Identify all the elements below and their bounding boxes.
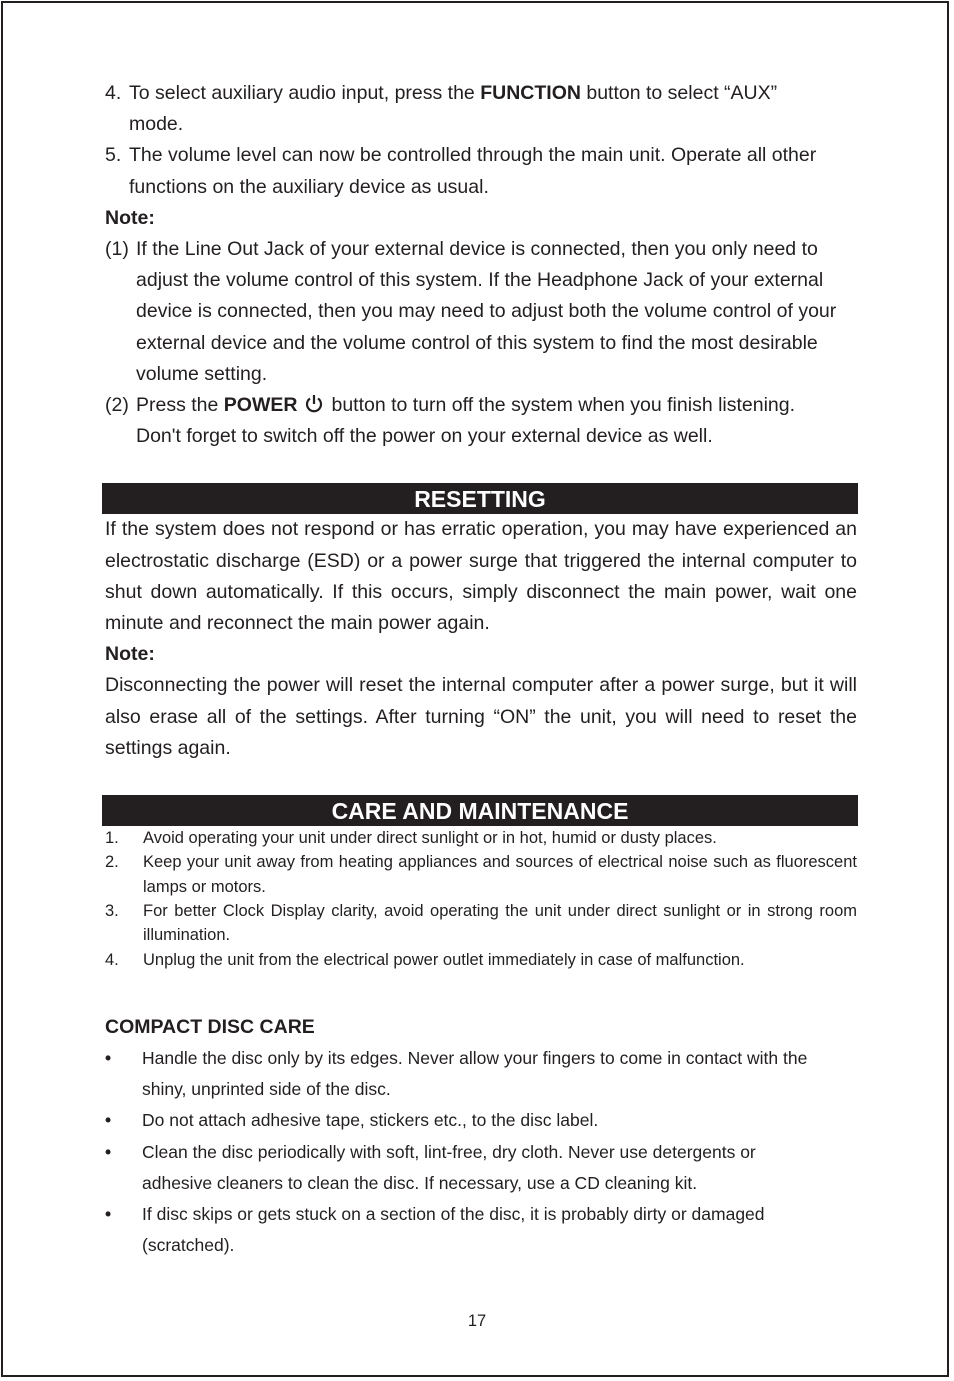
step-4 — [105, 78, 857, 140]
step-text: button to select “AUX” — [580, 82, 778, 104]
note-item-text: button to turn off the system when you finish listening. — [331, 394, 796, 417]
step-text-continued: functions on the auxiliary device as usual. — [129, 175, 489, 198]
function-keyword: FUNCTION — [480, 82, 581, 104]
care-item — [105, 826, 857, 850]
step-5 — [105, 140, 857, 202]
step-text-continued: mode. — [129, 113, 184, 136]
care-item-number: 3. — [105, 901, 119, 920]
aux-steps — [105, 78, 857, 203]
disc-care-list — [105, 1043, 857, 1261]
disc-care-text: Handle the disc only by its edges. Never allow your fingers to come in contact with the shiny, unprinted side of the disc. — [142, 1048, 808, 1100]
disc-care-text: Clean the disc periodically with soft, lint-free, dry cloth. Never use detergents or adhesive cleaners to clean the disc. If necessary, use a CD cleaning kit. — [142, 1141, 756, 1193]
care-banner: CARE AND MAINTENANCE — [102, 795, 858, 826]
resetting-note-body: Disconnecting the power will reset the internal computer after a power surge, but it will also erase all of the settings. After turning “ON” the unit, you will need to reset the settings again. — [105, 674, 857, 759]
step-text: To select auxiliary audio input, press the — [129, 82, 481, 104]
bullet-icon: • — [105, 1141, 112, 1162]
disc-care-heading: COMPACT DISC CARE — [105, 1015, 315, 1038]
disc-care-item — [105, 1199, 857, 1261]
disc-care-item — [105, 1043, 857, 1105]
care-list — [105, 826, 857, 972]
care-item-number: 4. — [105, 950, 119, 969]
disc-care-text: Do not attach adhesive tape, stickers etc., to the disc label. — [142, 1110, 599, 1131]
note-item-text: If the Line Out Jack of your external device is connected, then you only need to adjust the volume control of this system. If the Headphone Jack of your external device is connected, then you may need to adjust both the volume control of your external device and the volume control of this system to find the most desirable volume setting. — [136, 238, 837, 385]
note-item-1 — [105, 234, 857, 390]
care-item-number: 1. — [105, 829, 119, 848]
care-item-text: Unplug the unit from the electrical power outlet immediately in case of malfunction. — [143, 950, 745, 969]
bullet-icon: • — [105, 1110, 112, 1131]
note-item-text: Press the — [136, 394, 224, 417]
note-item-2 — [105, 390, 857, 452]
note-item-number: (2) — [105, 394, 129, 417]
step-number: 5. — [105, 144, 122, 167]
page-number: 17 — [467, 1312, 487, 1330]
care-item — [105, 948, 857, 972]
care-item-number: 2. — [105, 853, 119, 872]
care-item — [105, 899, 857, 948]
resetting-banner: RESETTING — [102, 483, 858, 514]
page-content — [105, 78, 857, 1261]
power-keyword: POWER — [223, 394, 298, 417]
disc-care-item — [105, 1137, 857, 1199]
note-item-number: (1) — [105, 238, 129, 261]
step-number: 4. — [105, 82, 122, 104]
bullet-icon: • — [105, 1048, 112, 1069]
disc-care-item — [105, 1105, 857, 1136]
disc-care-text: If disc skips or gets stuck on a section of the disc, it is probably dirty or damaged (scratched). — [142, 1204, 765, 1256]
care-item-text: Keep your unit away from heating appliances and sources of electrical noise such as fluorescent lamps or motors. — [143, 853, 857, 896]
note-item-text-continued: Don't forget to switch off the power on your external device as well. — [136, 425, 713, 448]
power-icon — [303, 394, 325, 414]
note-label: Note: — [105, 206, 155, 229]
resetting-note-label: Note: — [105, 643, 155, 666]
step-text: The volume level can now be controlled through the main unit. Operate all other — [129, 144, 817, 167]
resetting-body: If the system does not respond or has erratic operation, you may have experienced an electrostatic discharge (ESD) or a power surge that triggered the internal computer to shut down automatically. If this occurs, simply disconnect the main power, wait one minute and reconnect the main power again. — [105, 518, 857, 635]
bullet-icon: • — [105, 1204, 112, 1225]
care-item-text: For better Clock Display clarity, avoid operating the unit under direct sunlight or in strong room illumination. — [143, 901, 857, 945]
care-item — [105, 850, 857, 899]
care-item-text: Avoid operating your unit under direct sunlight or in hot, humid or dusty places. — [143, 829, 717, 848]
